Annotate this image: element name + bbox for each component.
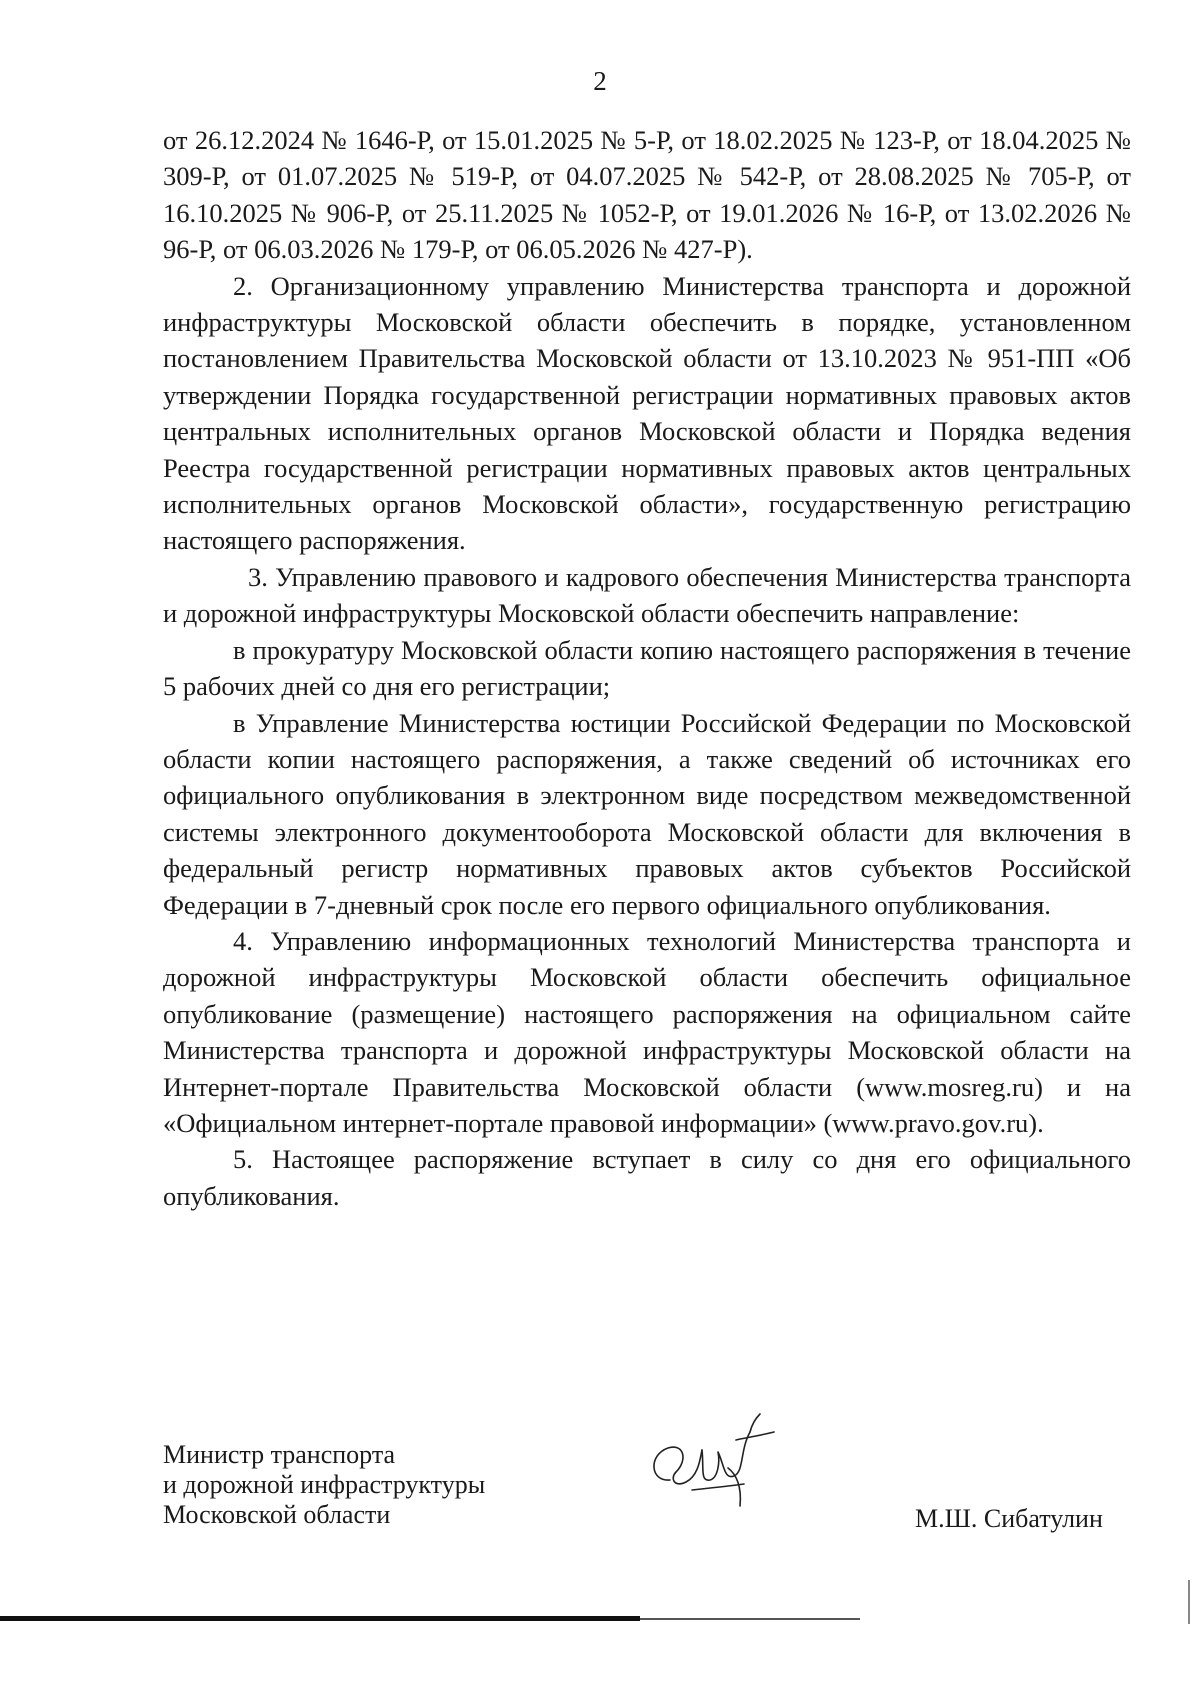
handwritten-signature xyxy=(640,1410,790,1520)
paragraph-item-2: 2. Организационному управлению Министерства транспорта и дорожной инфраструктуры Московской области обеспечить в порядке, установленном постановлением Правительства Московской области от 13.10.2023 № 951-ПП «Об утверждении Порядка государственной регистрации нормативных правовых актов центральных исполнительных органов Московской области и Порядка ведения Реестра государственной регистрации нормативных правовых актов центральных исполнительных органов Московской области», государственную регистрацию настоящего распоряжения. xyxy=(163,270,1131,556)
edge-mark xyxy=(1188,1580,1190,1624)
document-body xyxy=(163,122,1131,1214)
paragraph-item-4: 4. Управлению информационных технологий Министерства транспорта и дорожной инфраструктуры Московской области обеспечить официальное опубликование (размещение) настоящего распоряжения на официальном сайте Министерства транспорта и дорожной инфраструктуры Московской области на Интернет-портале Правительства Московской области (www.mosreg.ru) и на «Официальном интернет-портале правовой информации» (www.pravo.gov.ru). xyxy=(163,925,1131,1138)
paragraph-item-3: 3. Управлению правового и кадрового обеспечения Министерства транспорта и дорожной инфраструктуры Московской области обеспечить направление: xyxy=(163,561,1131,629)
signatory-title xyxy=(163,1440,485,1530)
signatory-title-line: Министр транспорта xyxy=(163,1440,396,1469)
footer-rule xyxy=(0,1616,860,1622)
footer-rule-thin xyxy=(640,1618,860,1620)
paragraph-item-5: 5. Настоящее распоряжение вступает в силу со дня его официального опубликования. xyxy=(163,1144,1131,1211)
signatory-title-line: и дорожной инфраструктуры xyxy=(163,1470,486,1499)
footer-rule-thick xyxy=(0,1616,640,1621)
signatory-name: М.Ш. Сибатулин xyxy=(915,1504,1103,1533)
paragraph-justice-ministry: в Управление Министерства юстиции Российской Федерации по Московской области копии настоящего распоряжения, а также сведений об источниках его официального опубликования в электронном виде посредством межведомственной системы электронного документооборота Московской области для включения в федеральный регистр нормативных правовых актов субъектов Российской Федерации в 7-дневный срок после его первого официального опубликования. xyxy=(163,707,1131,920)
paragraph-amendment-list: от 26.12.2024 № 1646-Р, от 15.01.2025 № 5-Р, от 18.02.2025 № 123-Р, от 18.04.2025 № 309-Р, от 01.07.2025 № 519-Р, от 04.07.2025 № 542-Р, от 28.08.2025 № 705-Р, от 16.10.2025 № 906-Р, от 25.11.2025 № 1052-Р, от 19.01.2026 № 16-Р, от 13.02.2026 № 96-Р, от 06.03.2026 № 179-Р, от 06.05.2026 № 427-Р). xyxy=(163,125,1131,265)
signatory-title-line: Московской области xyxy=(163,1500,391,1529)
paragraph-prosecutor: в прокуратуру Московской области копию настоящего распоряжения в течение 5 рабочих дней со дня его регистрации; xyxy=(163,634,1131,702)
page-number: 2 xyxy=(593,66,607,96)
